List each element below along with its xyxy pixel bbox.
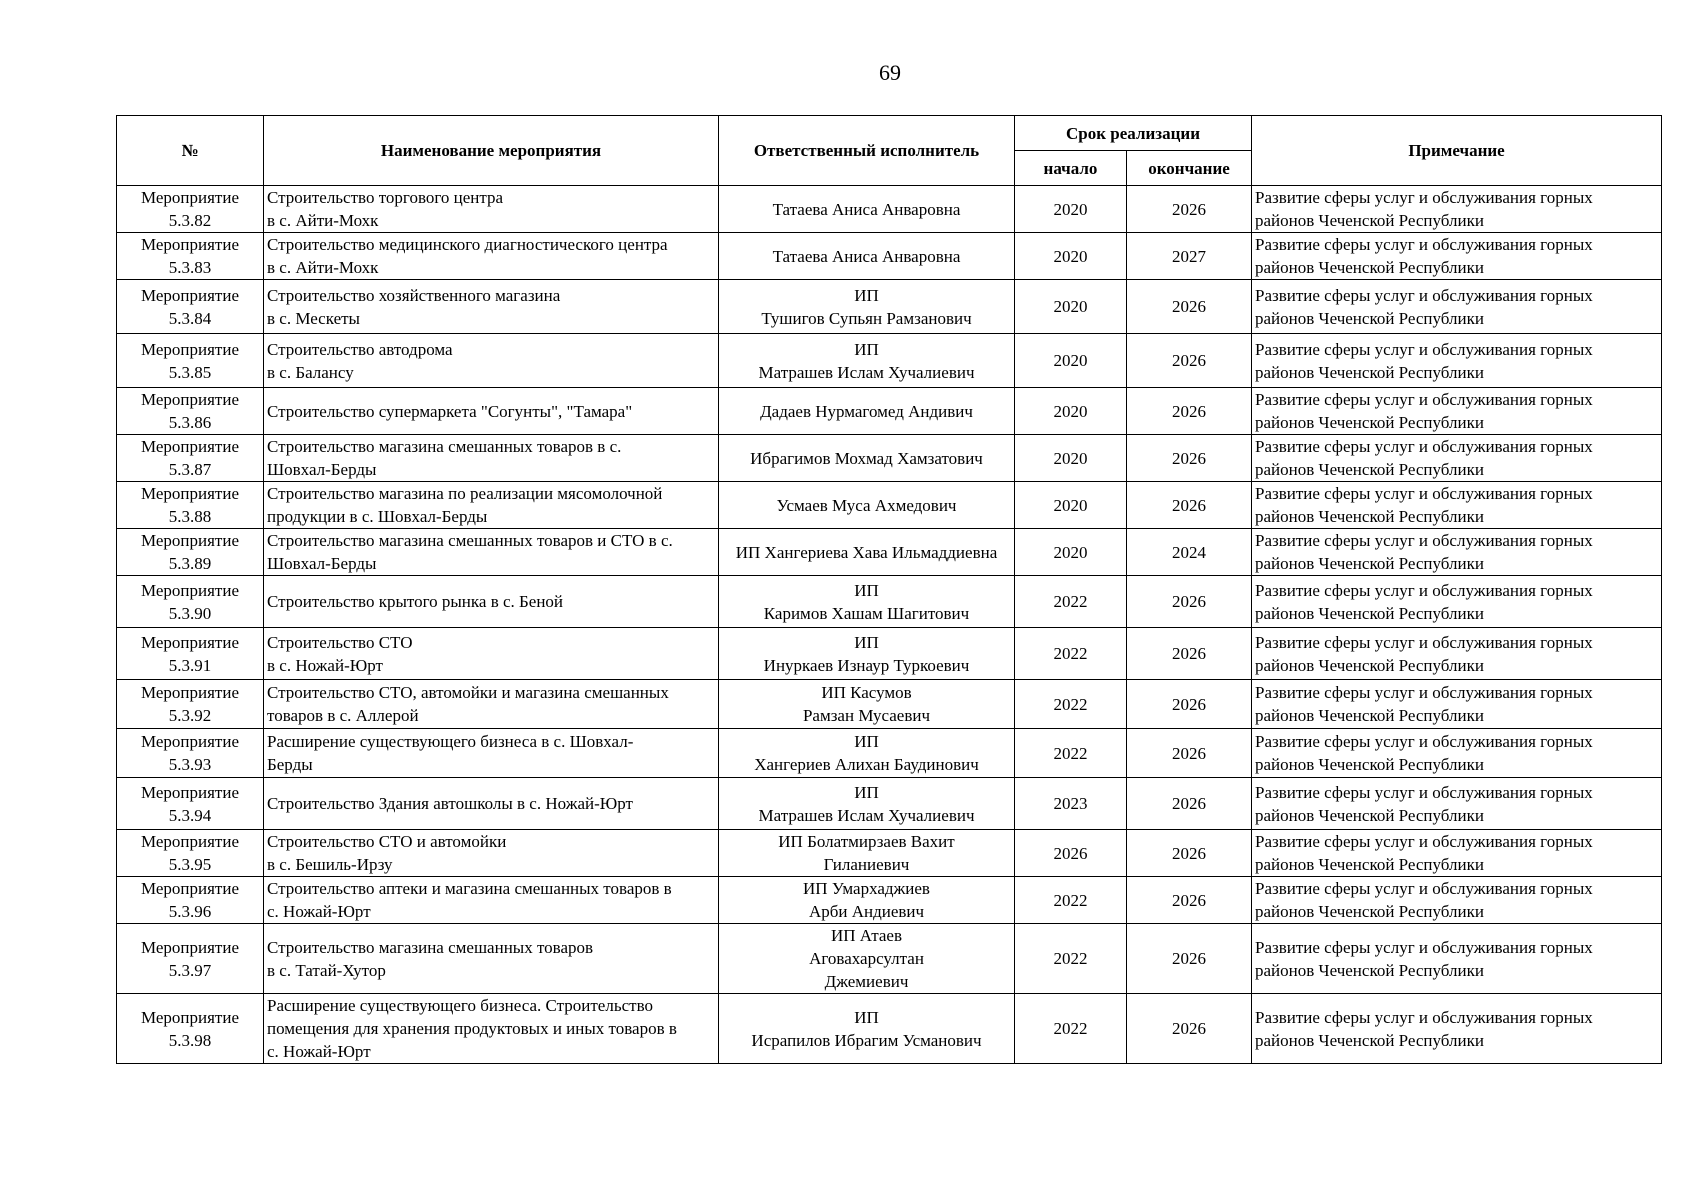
table-row <box>117 924 1662 994</box>
measure-name-cell <box>264 924 719 994</box>
measure-name-line: Строительство медицинского диагностического центра <box>267 235 668 254</box>
measure-name-line: в с. Ножай-Юрт <box>267 655 383 675</box>
measure-number-cell <box>117 280 264 334</box>
executor-cell <box>719 280 1015 334</box>
start-year-cell: 2022 <box>1015 576 1127 628</box>
executor-line: Татаева Аниса Анваровна <box>772 246 961 266</box>
note-cell <box>1252 186 1662 233</box>
executor-line: Хангериев Алихан Баудинович <box>754 755 979 774</box>
executor-line: Исрапилов Ибрагим Усманович <box>751 1030 982 1050</box>
measure-number-line: Мероприятие <box>140 937 240 957</box>
end-year-cell: 2026 <box>1127 994 1252 1064</box>
measure-name-line: Строительство крытого рынка в с. Беной <box>267 592 564 611</box>
note-line: районов Чеченской Республики <box>1255 1030 1484 1050</box>
measure-name-line: Расширение существующего бизнеса в с. Шовхал- <box>267 732 634 751</box>
executor-line: Дадаев Нурмагомед Андивич <box>760 401 973 421</box>
executor-line: Джемиевич <box>824 972 909 991</box>
measure-number-line: 5.3.95 <box>168 855 212 874</box>
end-year-cell: 2026 <box>1127 877 1252 924</box>
measure-name-line: Строительство Здания автошколы в с. Ножай-Юрт <box>267 794 633 813</box>
note-line: Развитие сферы услуг и обслуживания горных <box>1255 390 1593 409</box>
measure-name-line: Строительство хозяйственного магазина <box>267 285 561 305</box>
measure-number-line: 5.3.82 <box>168 211 212 230</box>
measure-name-line: в с. Бешиль-Ирзу <box>267 855 393 874</box>
measure-number-cell <box>117 778 264 830</box>
end-year-cell: 2026 <box>1127 924 1252 994</box>
header-name: Наименование мероприятия <box>264 116 719 186</box>
table-row <box>117 334 1662 388</box>
header-start: начало <box>1015 151 1127 186</box>
header-note: Примечание <box>1252 116 1662 186</box>
measure-number-line: Мероприятие <box>140 732 240 751</box>
measure-name-cell <box>264 877 719 924</box>
table-row <box>117 482 1662 529</box>
executor-line: ИП Хангериева Хава Ильмаддиевна <box>735 542 998 562</box>
header-end: окончание <box>1127 151 1252 186</box>
measure-number-cell <box>117 529 264 576</box>
measure-number-cell <box>117 435 264 482</box>
note-line: районов Чеченской Республики <box>1255 960 1484 980</box>
measure-number-cell <box>117 482 264 529</box>
measure-number-line: Мероприятие <box>140 437 240 456</box>
start-year-cell: 2022 <box>1015 877 1127 924</box>
measure-number-line: 5.3.94 <box>168 805 212 825</box>
measure-number-line: 5.3.93 <box>168 755 212 774</box>
table-row <box>117 830 1662 877</box>
executor-cell <box>719 482 1015 529</box>
measure-number-line: Мероприятие <box>140 484 240 503</box>
end-year-cell: 2026 <box>1127 778 1252 830</box>
measure-name-line: Строительство автодрома <box>267 339 453 359</box>
start-year-cell: 2022 <box>1015 924 1127 994</box>
note-line: районов Чеченской Республики <box>1255 855 1484 874</box>
executor-line: ИП <box>854 632 879 652</box>
measure-name-cell <box>264 388 719 435</box>
executor-cell <box>719 435 1015 482</box>
measure-number-line: Мероприятие <box>140 683 240 702</box>
note-line: районов Чеченской Республики <box>1255 655 1484 675</box>
start-year-cell: 2022 <box>1015 628 1127 680</box>
note-line: Развитие сферы услуг и обслуживания горных <box>1255 683 1593 702</box>
measure-number-cell <box>117 680 264 729</box>
measure-name-line: продукции в с. Шовхал-Берды <box>267 507 488 526</box>
executor-line: Татаева Аниса Анваровна <box>772 199 961 219</box>
measure-number-line: Мероприятие <box>140 188 240 207</box>
measure-name-line: Строительство торгового центра <box>267 188 504 207</box>
executor-line: ИП <box>854 732 879 751</box>
measure-name-line: в с. Мескеты <box>267 308 360 328</box>
measure-name-cell <box>264 334 719 388</box>
table-row <box>117 435 1662 482</box>
measure-number-line: 5.3.89 <box>168 554 212 573</box>
end-year-cell: 2026 <box>1127 830 1252 877</box>
start-year-cell: 2020 <box>1015 482 1127 529</box>
table-row <box>117 680 1662 729</box>
executor-line: ИП Атаев <box>831 926 902 945</box>
end-year-cell: 2026 <box>1127 280 1252 334</box>
measure-number-cell <box>117 388 264 435</box>
measure-number-line: 5.3.84 <box>168 308 212 328</box>
executor-line: ИП Умархаджиев <box>803 879 930 898</box>
measure-number-line: 5.3.91 <box>168 655 212 675</box>
note-cell <box>1252 994 1662 1064</box>
note-cell <box>1252 334 1662 388</box>
measure-number-line: Мероприятие <box>140 531 240 550</box>
table-header <box>117 116 1662 186</box>
start-year-cell: 2023 <box>1015 778 1127 830</box>
executor-line: Матрашев Ислам Хучалиевич <box>758 805 975 825</box>
note-cell <box>1252 680 1662 729</box>
executor-cell <box>719 830 1015 877</box>
end-year-cell: 2026 <box>1127 482 1252 529</box>
measure-name-line: с. Ножай-Юрт <box>267 1042 371 1061</box>
measure-name-cell <box>264 778 719 830</box>
measure-number-line: 5.3.96 <box>168 902 212 921</box>
measure-name-line: с. Ножай-Юрт <box>267 902 371 921</box>
measure-number-line: Мероприятие <box>140 285 240 305</box>
note-line: Развитие сферы услуг и обслуживания горных <box>1255 782 1593 802</box>
note-line: районов Чеченской Республики <box>1255 258 1484 277</box>
measure-name-line: Строительство магазина смешанных товаров в с. <box>267 437 622 456</box>
note-line: Развитие сферы услуг и обслуживания горных <box>1255 437 1593 456</box>
executor-line: Усмаев Муса Ахмедович <box>776 495 957 515</box>
note-line: районов Чеченской Республики <box>1255 362 1484 382</box>
table-row <box>117 628 1662 680</box>
note-cell <box>1252 529 1662 576</box>
note-line: районов Чеченской Республики <box>1255 902 1484 921</box>
note-cell <box>1252 628 1662 680</box>
measure-number-cell <box>117 877 264 924</box>
measure-number-cell <box>117 186 264 233</box>
note-cell <box>1252 576 1662 628</box>
executor-cell <box>719 576 1015 628</box>
table-row <box>117 877 1662 924</box>
measure-number-line: Мероприятие <box>140 782 240 802</box>
measure-name-line: Расширение существующего бизнеса. Строительство <box>267 996 653 1015</box>
table-row <box>117 186 1662 233</box>
note-line: районов Чеченской Республики <box>1255 603 1484 623</box>
executor-cell <box>719 729 1015 778</box>
executor-line: ИП Болатмирзаев Вахит <box>778 832 955 851</box>
measure-number-cell <box>117 628 264 680</box>
note-cell <box>1252 388 1662 435</box>
start-year-cell: 2020 <box>1015 388 1127 435</box>
end-year-cell: 2026 <box>1127 729 1252 778</box>
note-cell <box>1252 729 1662 778</box>
measure-name-cell <box>264 576 719 628</box>
header-period: Срок реализации <box>1015 116 1252 151</box>
start-year-cell: 2020 <box>1015 435 1127 482</box>
note-line: районов Чеченской Республики <box>1255 805 1484 825</box>
note-line: Развитие сферы услуг и обслуживания горных <box>1255 339 1593 359</box>
executor-cell <box>719 680 1015 729</box>
end-year-cell: 2026 <box>1127 388 1252 435</box>
measures-table <box>116 115 1662 1064</box>
note-line: районов Чеченской Республики <box>1255 755 1484 774</box>
measure-number-line: Мероприятие <box>140 832 240 851</box>
measure-number-line: 5.3.90 <box>168 603 212 623</box>
table-row <box>117 280 1662 334</box>
executor-line: ИП <box>854 1007 879 1027</box>
measure-name-line: Строительство магазина смешанных товаров и СТО в с. <box>267 531 673 550</box>
note-line: районов Чеченской Республики <box>1255 507 1484 526</box>
start-year-cell: 2020 <box>1015 280 1127 334</box>
measure-name-line: в с. Айти-Мохк <box>267 211 379 230</box>
measure-name-line: Строительство магазина по реализации мясомолочной <box>267 484 663 503</box>
table-row <box>117 233 1662 280</box>
note-line: Развитие сферы услуг и обслуживания горных <box>1255 484 1593 503</box>
measure-number-line: 5.3.97 <box>168 960 212 980</box>
end-year-cell: 2026 <box>1127 334 1252 388</box>
note-line: районов Чеченской Республики <box>1255 308 1484 328</box>
executor-cell <box>719 529 1015 576</box>
note-line: Развитие сферы услуг и обслуживания горных <box>1255 732 1593 751</box>
measure-number-line: Мероприятие <box>140 580 240 600</box>
measure-number-cell <box>117 729 264 778</box>
measure-name-line: Строительство аптеки и магазина смешанных товаров в <box>267 879 672 898</box>
end-year-cell: 2027 <box>1127 233 1252 280</box>
note-cell <box>1252 877 1662 924</box>
measure-number-line: 5.3.88 <box>168 507 212 526</box>
note-line: Развитие сферы услуг и обслуживания горных <box>1255 1007 1593 1027</box>
measure-name-cell <box>264 994 719 1064</box>
note-line: районов Чеченской Республики <box>1255 413 1484 432</box>
start-year-cell: 2022 <box>1015 729 1127 778</box>
header-executor: Ответственный исполнитель <box>719 116 1015 186</box>
note-line: районов Чеченской Республики <box>1255 460 1484 479</box>
measure-number-cell <box>117 994 264 1064</box>
measure-name-cell <box>264 435 719 482</box>
executor-cell <box>719 334 1015 388</box>
measure-number-line: Мероприятие <box>140 390 240 409</box>
end-year-cell: 2024 <box>1127 529 1252 576</box>
note-line: районов Чеченской Республики <box>1255 554 1484 573</box>
measure-name-line: в с. Балансу <box>267 362 354 382</box>
note-cell <box>1252 233 1662 280</box>
page-number: 69 <box>879 60 901 85</box>
measure-name-line: товаров в с. Аллерой <box>267 706 419 725</box>
end-year-cell: 2026 <box>1127 186 1252 233</box>
note-line: районов Чеченской Республики <box>1255 211 1484 230</box>
measure-number-cell <box>117 924 264 994</box>
table-row <box>117 994 1662 1064</box>
executor-line: Инуркаев Изнаур Туркоевич <box>763 655 970 675</box>
executor-line: Каримов Хашам Шагитович <box>763 603 970 623</box>
end-year-cell: 2026 <box>1127 628 1252 680</box>
executor-line: Тушигов Супьян Рамзанович <box>761 308 972 328</box>
executor-cell <box>719 233 1015 280</box>
note-line: Развитие сферы услуг и обслуживания горных <box>1255 235 1593 254</box>
executor-line: Арби Андиевич <box>808 902 925 921</box>
executor-cell <box>719 778 1015 830</box>
table-row <box>117 576 1662 628</box>
start-year-cell: 2026 <box>1015 830 1127 877</box>
note-line: Развитие сферы услуг и обслуживания горных <box>1255 937 1593 957</box>
measure-number-cell <box>117 830 264 877</box>
table-row <box>117 778 1662 830</box>
executor-cell <box>719 186 1015 233</box>
note-cell <box>1252 830 1662 877</box>
measure-name-cell <box>264 186 719 233</box>
executor-line: Аговахарсултан <box>809 949 924 968</box>
executor-cell <box>719 924 1015 994</box>
measure-name-line: Берды <box>267 755 313 774</box>
executor-cell <box>719 994 1015 1064</box>
measure-number-line: 5.3.92 <box>168 706 212 725</box>
measure-number-line: Мероприятие <box>140 632 240 652</box>
executor-cell <box>719 877 1015 924</box>
measure-number-line: Мероприятие <box>140 339 240 359</box>
measure-name-line: Строительство СТО, автомойки и магазина смешанных <box>267 683 669 702</box>
note-cell <box>1252 778 1662 830</box>
measure-number-line: Мероприятие <box>140 879 240 898</box>
executor-cell <box>719 388 1015 435</box>
measure-name-line: Строительство СТО <box>267 632 413 652</box>
start-year-cell: 2020 <box>1015 529 1127 576</box>
end-year-cell: 2026 <box>1127 680 1252 729</box>
measure-name-cell <box>264 628 719 680</box>
executor-line: ИП <box>854 580 879 600</box>
measure-number-line: 5.3.87 <box>168 460 212 479</box>
measure-name-line: Шовхал-Берды <box>267 460 377 479</box>
executor-line: Рамзан Мусаевич <box>802 706 931 725</box>
table-row <box>117 388 1662 435</box>
executor-line: Матрашев Ислам Хучалиевич <box>758 362 975 382</box>
start-year-cell: 2022 <box>1015 680 1127 729</box>
measure-number-line: 5.3.86 <box>168 413 212 432</box>
end-year-cell: 2026 <box>1127 576 1252 628</box>
table-row <box>117 529 1662 576</box>
note-cell <box>1252 482 1662 529</box>
note-line: Развитие сферы услуг и обслуживания горных <box>1255 285 1593 305</box>
executor-line: ИП <box>854 782 879 802</box>
measure-name-cell <box>264 729 719 778</box>
measure-name-cell <box>264 680 719 729</box>
measure-name-line: Строительство супермаркета "Согунты", "Тамара" <box>267 401 633 421</box>
table-row <box>117 729 1662 778</box>
measure-name-cell <box>264 830 719 877</box>
note-line: Развитие сферы услуг и обслуживания горных <box>1255 188 1593 207</box>
note-line: Развитие сферы услуг и обслуживания горных <box>1255 879 1593 898</box>
executor-line: Ибрагимов Мохмад Хамзатович <box>750 448 983 468</box>
table-body <box>117 186 1662 1064</box>
measure-name-cell <box>264 529 719 576</box>
measure-number-line: 5.3.83 <box>168 258 212 277</box>
note-line: Развитие сферы услуг и обслуживания горных <box>1255 580 1593 600</box>
note-line: районов Чеченской Республики <box>1255 706 1484 725</box>
measure-name-line: Шовхал-Берды <box>267 554 377 573</box>
measure-number-line: Мероприятие <box>140 1007 240 1027</box>
measure-number-line: 5.3.98 <box>168 1030 212 1050</box>
start-year-cell: 2020 <box>1015 233 1127 280</box>
measure-name-line: в с. Татай-Хутор <box>267 960 386 980</box>
measure-number-line: 5.3.85 <box>168 362 212 382</box>
measure-name-line: помещения для хранения продуктовых и иных товаров в <box>267 1019 677 1038</box>
executor-cell <box>719 628 1015 680</box>
note-cell <box>1252 435 1662 482</box>
measure-number-cell <box>117 576 264 628</box>
measure-name-cell <box>264 280 719 334</box>
measure-name-cell <box>264 482 719 529</box>
measure-name-line: Строительство магазина смешанных товаров <box>267 937 594 957</box>
start-year-cell: 2020 <box>1015 334 1127 388</box>
header-num: № <box>117 116 264 186</box>
measure-name-line: Строительство СТО и автомойки <box>267 832 507 851</box>
start-year-cell: 2022 <box>1015 994 1127 1064</box>
measure-name-line: в с. Айти-Мохк <box>267 258 379 277</box>
executor-line: Гиланиевич <box>823 855 910 874</box>
note-line: Развитие сферы услуг и обслуживания горных <box>1255 531 1593 550</box>
measure-number-line: Мероприятие <box>140 235 240 254</box>
note-line: Развитие сферы услуг и обслуживания горных <box>1255 832 1593 851</box>
executor-line: ИП <box>854 339 879 359</box>
measure-number-cell <box>117 334 264 388</box>
note-line: Развитие сферы услуг и обслуживания горных <box>1255 632 1593 652</box>
end-year-cell: 2026 <box>1127 435 1252 482</box>
executor-line: ИП <box>854 285 879 305</box>
note-cell <box>1252 924 1662 994</box>
start-year-cell: 2020 <box>1015 186 1127 233</box>
measure-name-cell <box>264 233 719 280</box>
note-cell <box>1252 280 1662 334</box>
executor-line: ИП Касумов <box>821 683 912 702</box>
measure-number-cell <box>117 233 264 280</box>
